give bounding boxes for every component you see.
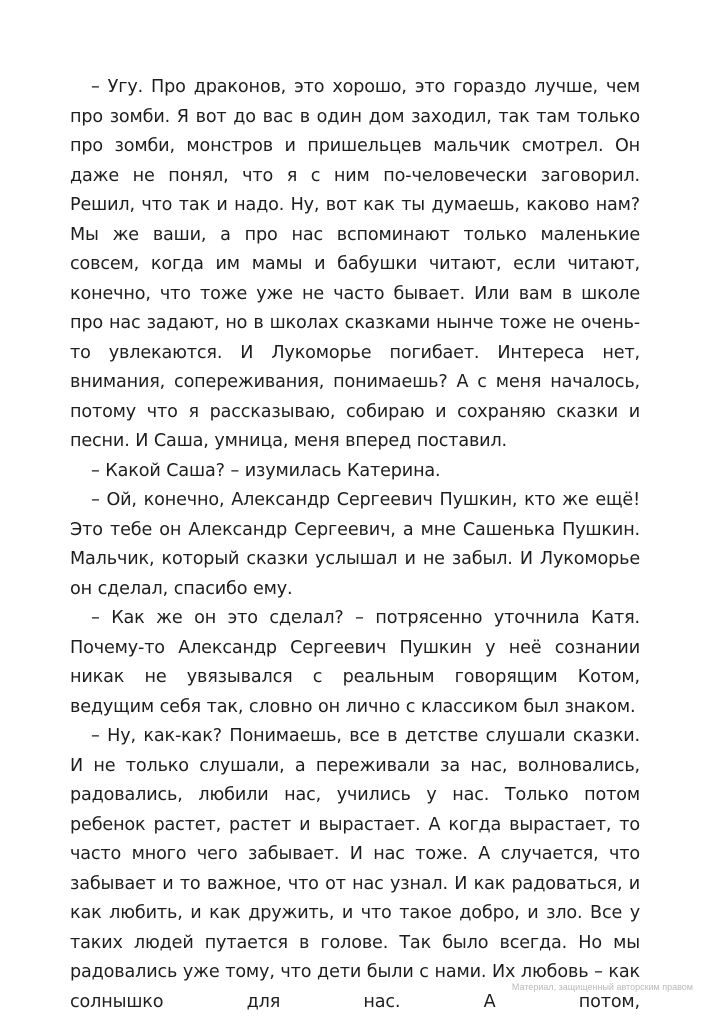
paragraph-5: – Ну, как-как? Понимаешь, все в детстве слушали сказки. И не только слушали, а переживали за нас, волновались, радовались, любили нас, учились у нас. Только потом ребенок растет, растет и вырастает. А когда вырастает, то часто много чего забывает. И нас тоже. А случается, что забывает и то важное, что от нас узнал. И как радоваться, и как любить, и как дружить, и что такое добро, и зло. Все у таких людей путается в голове. Так было всегда. Но мы радовались уже тому, что дети были с нами. Их любовь – как солнышко для нас. А потом, bbox=[70, 726, 640, 1012]
paragraph-3: – Ой, конечно, Александр Сергеевич Пушкин, кто же ещё! Это тебе он Александр Сергеевич, а мне Сашенька Пушкин. Мальчик, который сказки услышал и не забыл. И Лукоморье он сделал, спасибо ему. bbox=[70, 490, 640, 599]
copyright-watermark: Материал, защищенный авторским правом bbox=[511, 982, 693, 992]
body-text bbox=[70, 73, 640, 1017]
paragraph-2: – Какой Саша? – изумилась Катерина. bbox=[91, 460, 441, 481]
paragraph-4: – Как же он это сделал? – потрясенно уточнила Катя. Почему-то Александр Сергеевич Пушкин у неё сознании никак не увязывался с реальным говорящим Котом, ведущим себя так, словно он лично с классиком был знаком. bbox=[70, 608, 640, 717]
paragraph-1: – Угу. Про драконов, это хорошо, это гораздо лучше, чем про зомби. Я вот до вас в один дом заходил, так там только про зомби, монстров и пришельцев мальчик смотрел. Он даже не понял, что я с ним по-человечески заговорил. Решил, что так и надо. Ну, вот как ты думаешь, каково нам? Мы же ваши, а про нас вспоминают только маленькие совсем, когда им мамы и бабушки читают, если читают, конечно, что тоже уже не часто бывает. Или вам в школе про нас задают, но в школах сказками нынче тоже не очень-то увлекаются. И Лукоморье погибает. Интереса нет, внимания, сопереживания, понимаешь? А с меня началось, потому что я рассказываю, собираю и сохраняю сказки и песни. И Саша, умница, меня вперед поставил. bbox=[70, 77, 640, 451]
